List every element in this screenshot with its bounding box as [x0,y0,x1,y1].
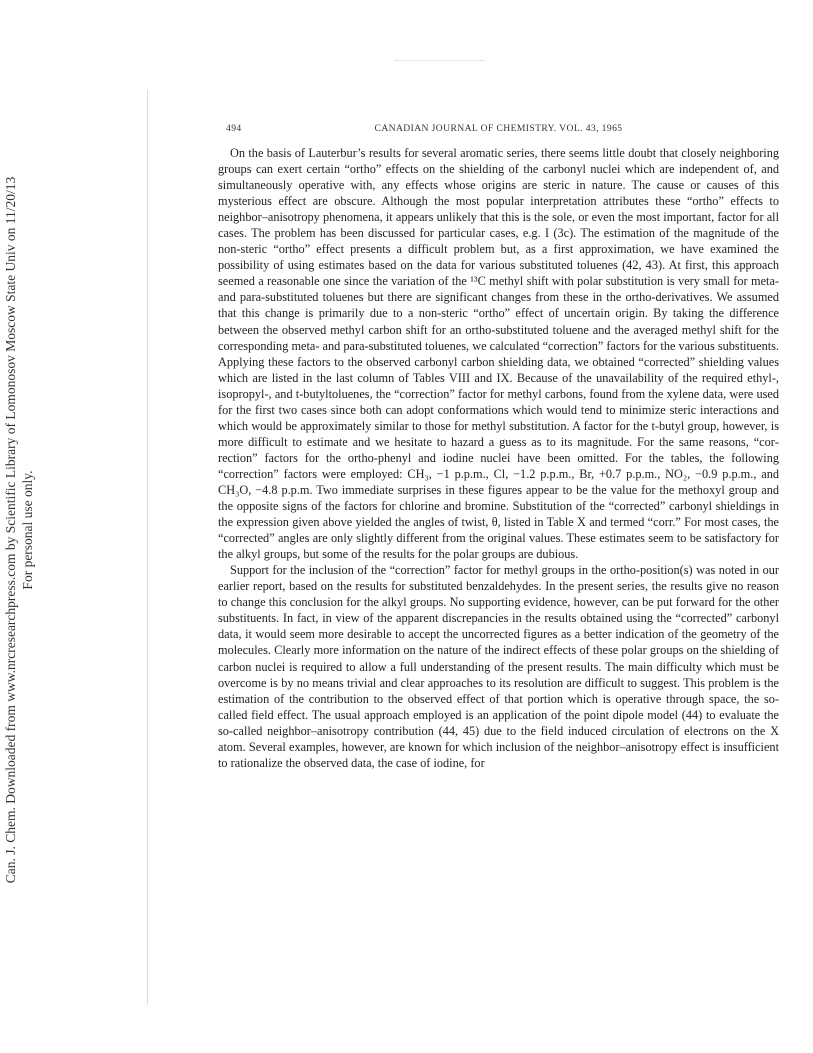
journal-title: CANADIAN JOURNAL OF CHEMISTRY. VOL. 43, 1965 [374,123,623,134]
paragraph: Support for the inclusion of the “correction” factor for methyl groups in the ortho-position(s) was noted in our earlier report, based on the results for substituted benzaldehydes. In the present series, the results give no reason to change this conclusion for the alkyl groups. No supporting evidence, however, can be put forward for the other substituents. In fact, in view of the apparent discrepancies in the results obtained using the “corrected” carbonyl data, it would seem more desirable to accept the uncorrected figures as a better indication of the geometry of the molecules. Clearly more information on the nature of the indirect effects of these polar groups on the shielding of carbon nuclei is required to allow a full understanding of the present results. The main difficulty which must be overcome is by no means trivial and clear approaches to its resolution are difficult to suggest. This problem is the estimation of the contribution to the observed effect of that portion which is operative through space, the so-called field effect. The usual approach employed is an application of the point dipole model (44) to evaluate the so-called neighbor–anisotropy contribution (44, 45) due to the field induced circulation of electrons on the X atom. Several examples, however, are known for which inclusion of the neighbor–anisotropy effect is insufficient to rationalize the observed data, the case of iodine, for [218,563,779,770]
binding-margin-rule [147,90,148,1005]
download-watermark [2,40,46,1020]
page-number: 494 [226,123,242,134]
paragraph: On the basis of Lauterbur’s results for several aromatic series, there seems little doubt that closely neighboring groups can exert certain “ortho” effects on the shielding of the carbonyl nuclei which are independent of, and simultaneously operative with, any effects whose origins are steric in nature. The cause or causes of this mysterious effect are obscure. Although the most popular interpretation attributes these “ortho” effects to neighbor–anisotropy phenomena, it appears unlikely that this is the sole, or even the most important, factor for all cases. The problem has been discussed for particular cases, e.g. I (3c). The estimation of the magnitude of the non-steric “ortho” effect presents a difficult problem but, as a first approximation, we have examined the possibility of using estimates based on the data for various substituted toluenes (42, 43). At first, this approach seemed a reasonable one since the variation of the ¹³C methyl shift with polar substitution is very small for meta- and para-substituted toluenes but there are significant changes from these in the ortho-derivatives. We assumed that this change is primarily due to a non-steric “ortho” effect of uncertain origin. By taking the difference between the observed methyl carbon shift for an ortho-substituted toluene and the averaged methyl shift for the corresponding meta- and para-substituted toluenes, we calculated “correction” factors for the various substituents. Applying these factors to the observed carbonyl carbon shielding data, we obtained “corrected” shielding values which are listed in the last column of Tables VIII and IX. Because of the unavailability of the required ethyl-, isopropyl-, and t-butyltoluenes, the “correction” factor for methyl carbons, found from the xylene data, were used for the first two cases since both can adopt conformations which would tend to minimize steric interactions and which would be approximately similar to those for methyl substitution. A factor for the t-butyl group, however, is more difficult to estimate and we hesitate to hazard a guess as to its magnitude. For the same reasons, “correction” factors for the ortho-phenyl and iodine nuclei have been omitted. For the tables, the following “correction” factors were employed: CH₃, −1 p.p.m., Cl, −1.2 p.p.m., Br, +0.7 p.p.m., NO₂, −0.9 p.p.m., and CH₃O, −4.8 p.p.m. Two immediate surprises in these figures appear to be the value for the methoxyl group and the opposite signs of the factors for chlorine and bromine. Substitution of the “corrected” carbonyl shieldings in the expression given above yielded the angles of twist, θ, listed in Table X and termed “corr.” For most cases, the “corrected” angles are only slightly different from the original values. These estimates seem to be satisfactory for the alkyl groups, but some of the results for the polar groups are dubious. [218,146,779,562]
scan-artifact [395,60,485,63]
watermark-line-1: Can. J. Chem. Downloaded from www.nrcresearchpress.com by Scientific Library of Lomonosov Moscow State Univ on 11/20/13 [3,176,18,884]
body-text [218,145,779,771]
running-head [226,123,771,139]
watermark-line-2: For personal use only. [20,470,35,590]
